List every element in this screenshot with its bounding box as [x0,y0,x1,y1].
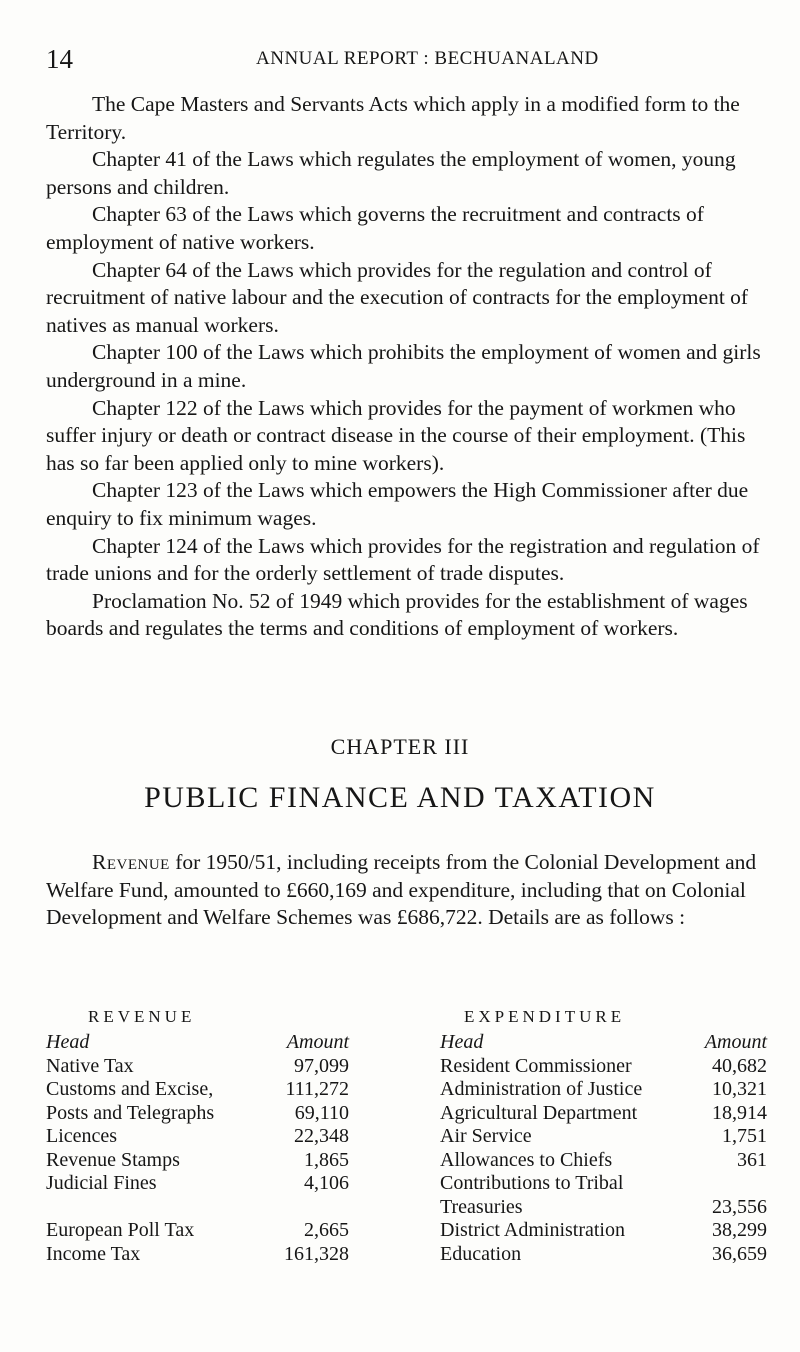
row-head: District Administration [440,1219,625,1241]
row-amount: 22,348 [294,1125,349,1147]
running-title: ANNUAL REPORT : BECHUANALAND [256,48,599,69]
amount-column-header: Amount [286,1031,349,1053]
table-row [440,1243,767,1267]
row-head: Income Tax [46,1242,141,1265]
revenue-table [46,1031,349,1266]
amount-column-header: Amount [704,1031,767,1053]
row-head: Agricultural Department [440,1101,638,1124]
row-head: Resident Commissioner [440,1054,632,1077]
row-head [440,1172,623,1219]
intro-text: for 1950/51, including receipts from the Colonial Development and Welfare Fund, amounted to £660,169 and expenditure, including that on Colonial Development and Welfare Schemes was £686,722. Details are as follows : [46,850,757,930]
table-row [46,1125,349,1149]
paragraph: Chapter 122 of the Laws which provides for the payment of workmen who suffer injury or death or contract disease in the course of their employment. (This has so far been applied only to mine workers). [46,395,746,475]
row-amount: 40,682 [712,1054,767,1077]
row-amount: 97,099 [294,1054,349,1077]
paragraph: Chapter 124 of the Laws which provides for the registration and regulation of trade unions and for the orderly settlement of trade disputes. [46,533,760,586]
row-head: Administration of Justice [440,1078,643,1100]
paragraph: Proclamation No. 52 of 1949 which provides for the establishment of wages boards and regulates the terms and conditions of employment of workers. [46,588,748,641]
row-amount: 111,272 [285,1078,349,1100]
row-head-line1: Contributions to Tribal [440,1172,624,1194]
row-head: Posts and Telegraphs [46,1101,215,1124]
page-header [46,44,746,76]
table-row [440,1102,767,1126]
table-row [440,1125,767,1149]
row-amount: 69,110 [294,1101,349,1124]
row-head: Native Tax [46,1054,134,1077]
expenditure-table [440,1031,767,1266]
paragraph: Chapter 123 of the Laws which empowers the High Commissioner after due enquiry to fix minimum wages. [46,478,749,530]
table-row [440,1055,767,1079]
row-amount: 36,659 [712,1242,767,1265]
row-amount: 38,299 [712,1219,767,1241]
table-row [46,1078,349,1102]
row-amount: 23,556 [712,1195,767,1218]
table-row [46,1243,349,1267]
paragraph: Chapter 41 of the Laws which regulates the employment of women, young persons and children. [46,147,736,199]
row-head: European Poll Tax [46,1219,195,1241]
table-row [46,1219,349,1243]
chapter-label: CHAPTER III [330,734,470,759]
row-amount: 161,328 [284,1242,349,1265]
table-row [46,1102,349,1126]
table-row [440,1172,767,1219]
row-amount: 1,751 [722,1125,767,1147]
row-head: Allowances to Chiefs [440,1148,613,1171]
intro-paragraph [46,849,766,932]
row-head: Customs and Excise, [46,1078,214,1100]
expenditure-title: EXPENDITURE [464,1007,626,1026]
chapter-title: PUBLIC FINANCE AND TAXATION [144,781,656,814]
row-amount: 4,106 [304,1172,349,1194]
row-head: Education [440,1242,522,1265]
table-header-row [440,1031,767,1055]
revenue-title: REVENUE [88,1007,196,1026]
page-number: 14 [46,44,73,74]
head-column-header: Head [46,1031,90,1053]
table-row [440,1078,767,1102]
row-head: Revenue Stamps [46,1148,180,1171]
paragraph: Chapter 100 of the Laws which prohibits the employment of women and girls underground in a mine. [46,340,761,392]
table-row [46,1149,349,1173]
row-amount: 1,865 [304,1148,349,1171]
head-column-header: Head [440,1031,484,1053]
row-head-line2: Treasuries [440,1195,523,1218]
legislation-list [46,91,766,643]
table-row [46,1172,349,1196]
table-header-row [46,1031,349,1055]
row-head: Licences [46,1125,118,1147]
table-row [440,1219,767,1243]
table-row [440,1149,767,1173]
row-amount: 2,665 [304,1219,349,1241]
paragraph: Chapter 64 of the Laws which provides for the regulation and control of recruitment of native labour and the execution of contracts for the employment of natives as manual workers. [46,257,749,337]
row-spacer [46,1196,349,1220]
row-head: Judicial Fines [46,1172,157,1194]
paragraph: The Cape Masters and Servants Acts which apply in a modified form to the Territory. [46,92,740,144]
row-amount: 18,914 [712,1101,767,1124]
table-row [46,1055,349,1079]
paragraph: Chapter 63 of the Laws which governs the recruitment and contracts of employment of native workers. [46,202,704,254]
intro-lead: Revenue [92,850,170,874]
row-amount: 361 [737,1148,767,1171]
row-head: Air Service [440,1125,532,1147]
row-amount: 10,321 [712,1078,767,1100]
